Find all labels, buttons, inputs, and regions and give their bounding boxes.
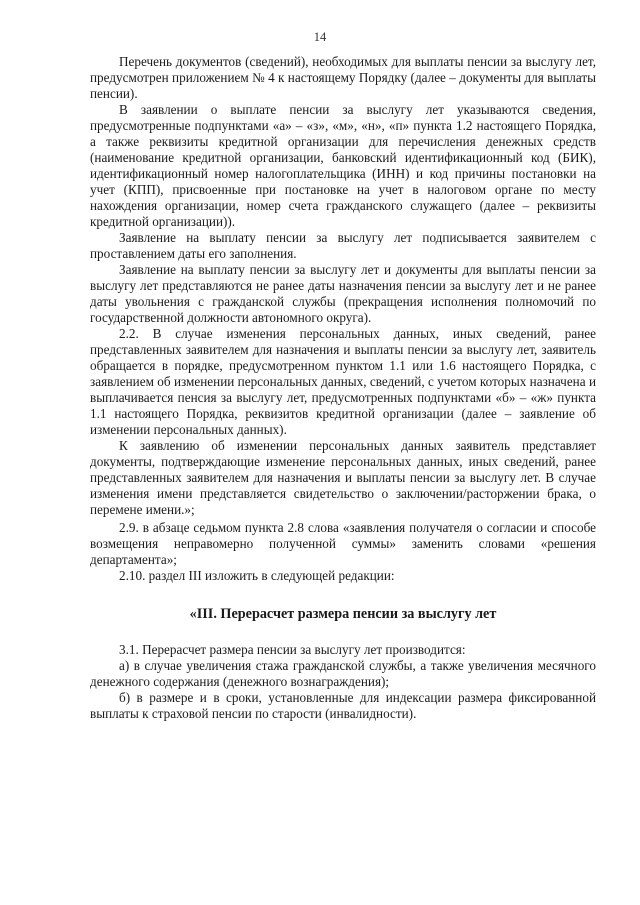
paragraph-submission-terms: Заявление на выплату пенсии за выслугу лет и документы для выплаты пенсии за выслугу лет представляются не ранее даты назначения пенсии за выслугу лет и не ранее даты увольнения с гражданской службы (прекращения исполнения полномочий по государственной должности автономного округа). (90, 262, 596, 325)
section-heading: «III. Перерасчет размера пенсии за выслугу лет (189, 606, 497, 622)
page-number: 14 (313, 30, 327, 44)
paragraph-documents-list: Перечень документов (сведений), необходимых для выплаты пенсии за выслугу лет, предусмотрен приложением № 4 к настоящему Порядку (далее – документы для выплаты пенсии). (90, 54, 596, 101)
paragraph-subitem-a: а) в случае увеличения стажа гражданской службы, а также увеличения месячного денежного содержания (денежного вознаграждения); (90, 658, 596, 689)
paragraph-subitem-b: б) в размере и в сроки, установленные для индексации размера фиксированной выплаты к страховой пенсии по старости (инвалидности). (90, 690, 596, 721)
paragraph-application-signature: Заявление на выплату пенсии за выслугу лет подписывается заявителем с проставлением даты его заполнения. (90, 230, 596, 261)
paragraph-2-9-amendment: 2.9. в абзаце седьмом пункта 2.8 слова «заявления получателя о согласии и способе возмещения неправомерно полученной суммы» заменить словами «решения департамента»; (90, 520, 596, 567)
paragraph-3-1-recalculation: 3.1. Перерасчет размера пенсии за выслугу лет производится: (119, 642, 466, 657)
paragraph-2-2-personal-data-change: 2.2. В случае изменения персональных данных, иных сведений, ранее представленных заявителем для назначения и выплаты пенсии за выслугу лет, заявитель обращается в порядке, предусмотренном пунктом 1.1 или 1.6 настоящего Порядка, с заявлением об изменении персональных данных, сведений, с учетом которых назначена и выплачивается пенсия за выслугу лет, предусмотренных подпунктами «б» – «ж» пункта 1.1 настоящего Порядка, реквизитов кредитной организации (далее – заявление об изменении персональных данных). (90, 326, 596, 437)
paragraph-2-10-section-replacement: 2.10. раздел III изложить в следующей редакции: (119, 568, 395, 583)
paragraph-application-details: В заявлении о выплате пенсии за выслугу лет указываются сведения, предусмотренные подпунктами «а» – «з», «м», «н», «п» пункта 1.2 настоящего Порядка, а также реквизиты кредитной организации для перечисления денежных средств (наименование кредитной организации, банковский идентификационный код (БИК), идентификационный номер налогоплательщика (ИНН) и код причины постановки на учет (КПП), присвоенные при постановке на учет в налоговом органе по месту нахождения организации, номер счета гражданского служащего (далее – реквизиты кредитной организации)). (90, 102, 596, 229)
paragraph-supporting-documents: К заявлению об изменении персональных данных заявитель представляет документы, подтверждающие изменение персональных данных, иных сведений, ранее представленных заявителем для назначения и выплаты пенсии за выслугу лет. В случае изменения имени представляется свидетельство о заключении/расторжении брака, о перемене имени.»; (90, 438, 596, 517)
document-body (90, 54, 596, 722)
